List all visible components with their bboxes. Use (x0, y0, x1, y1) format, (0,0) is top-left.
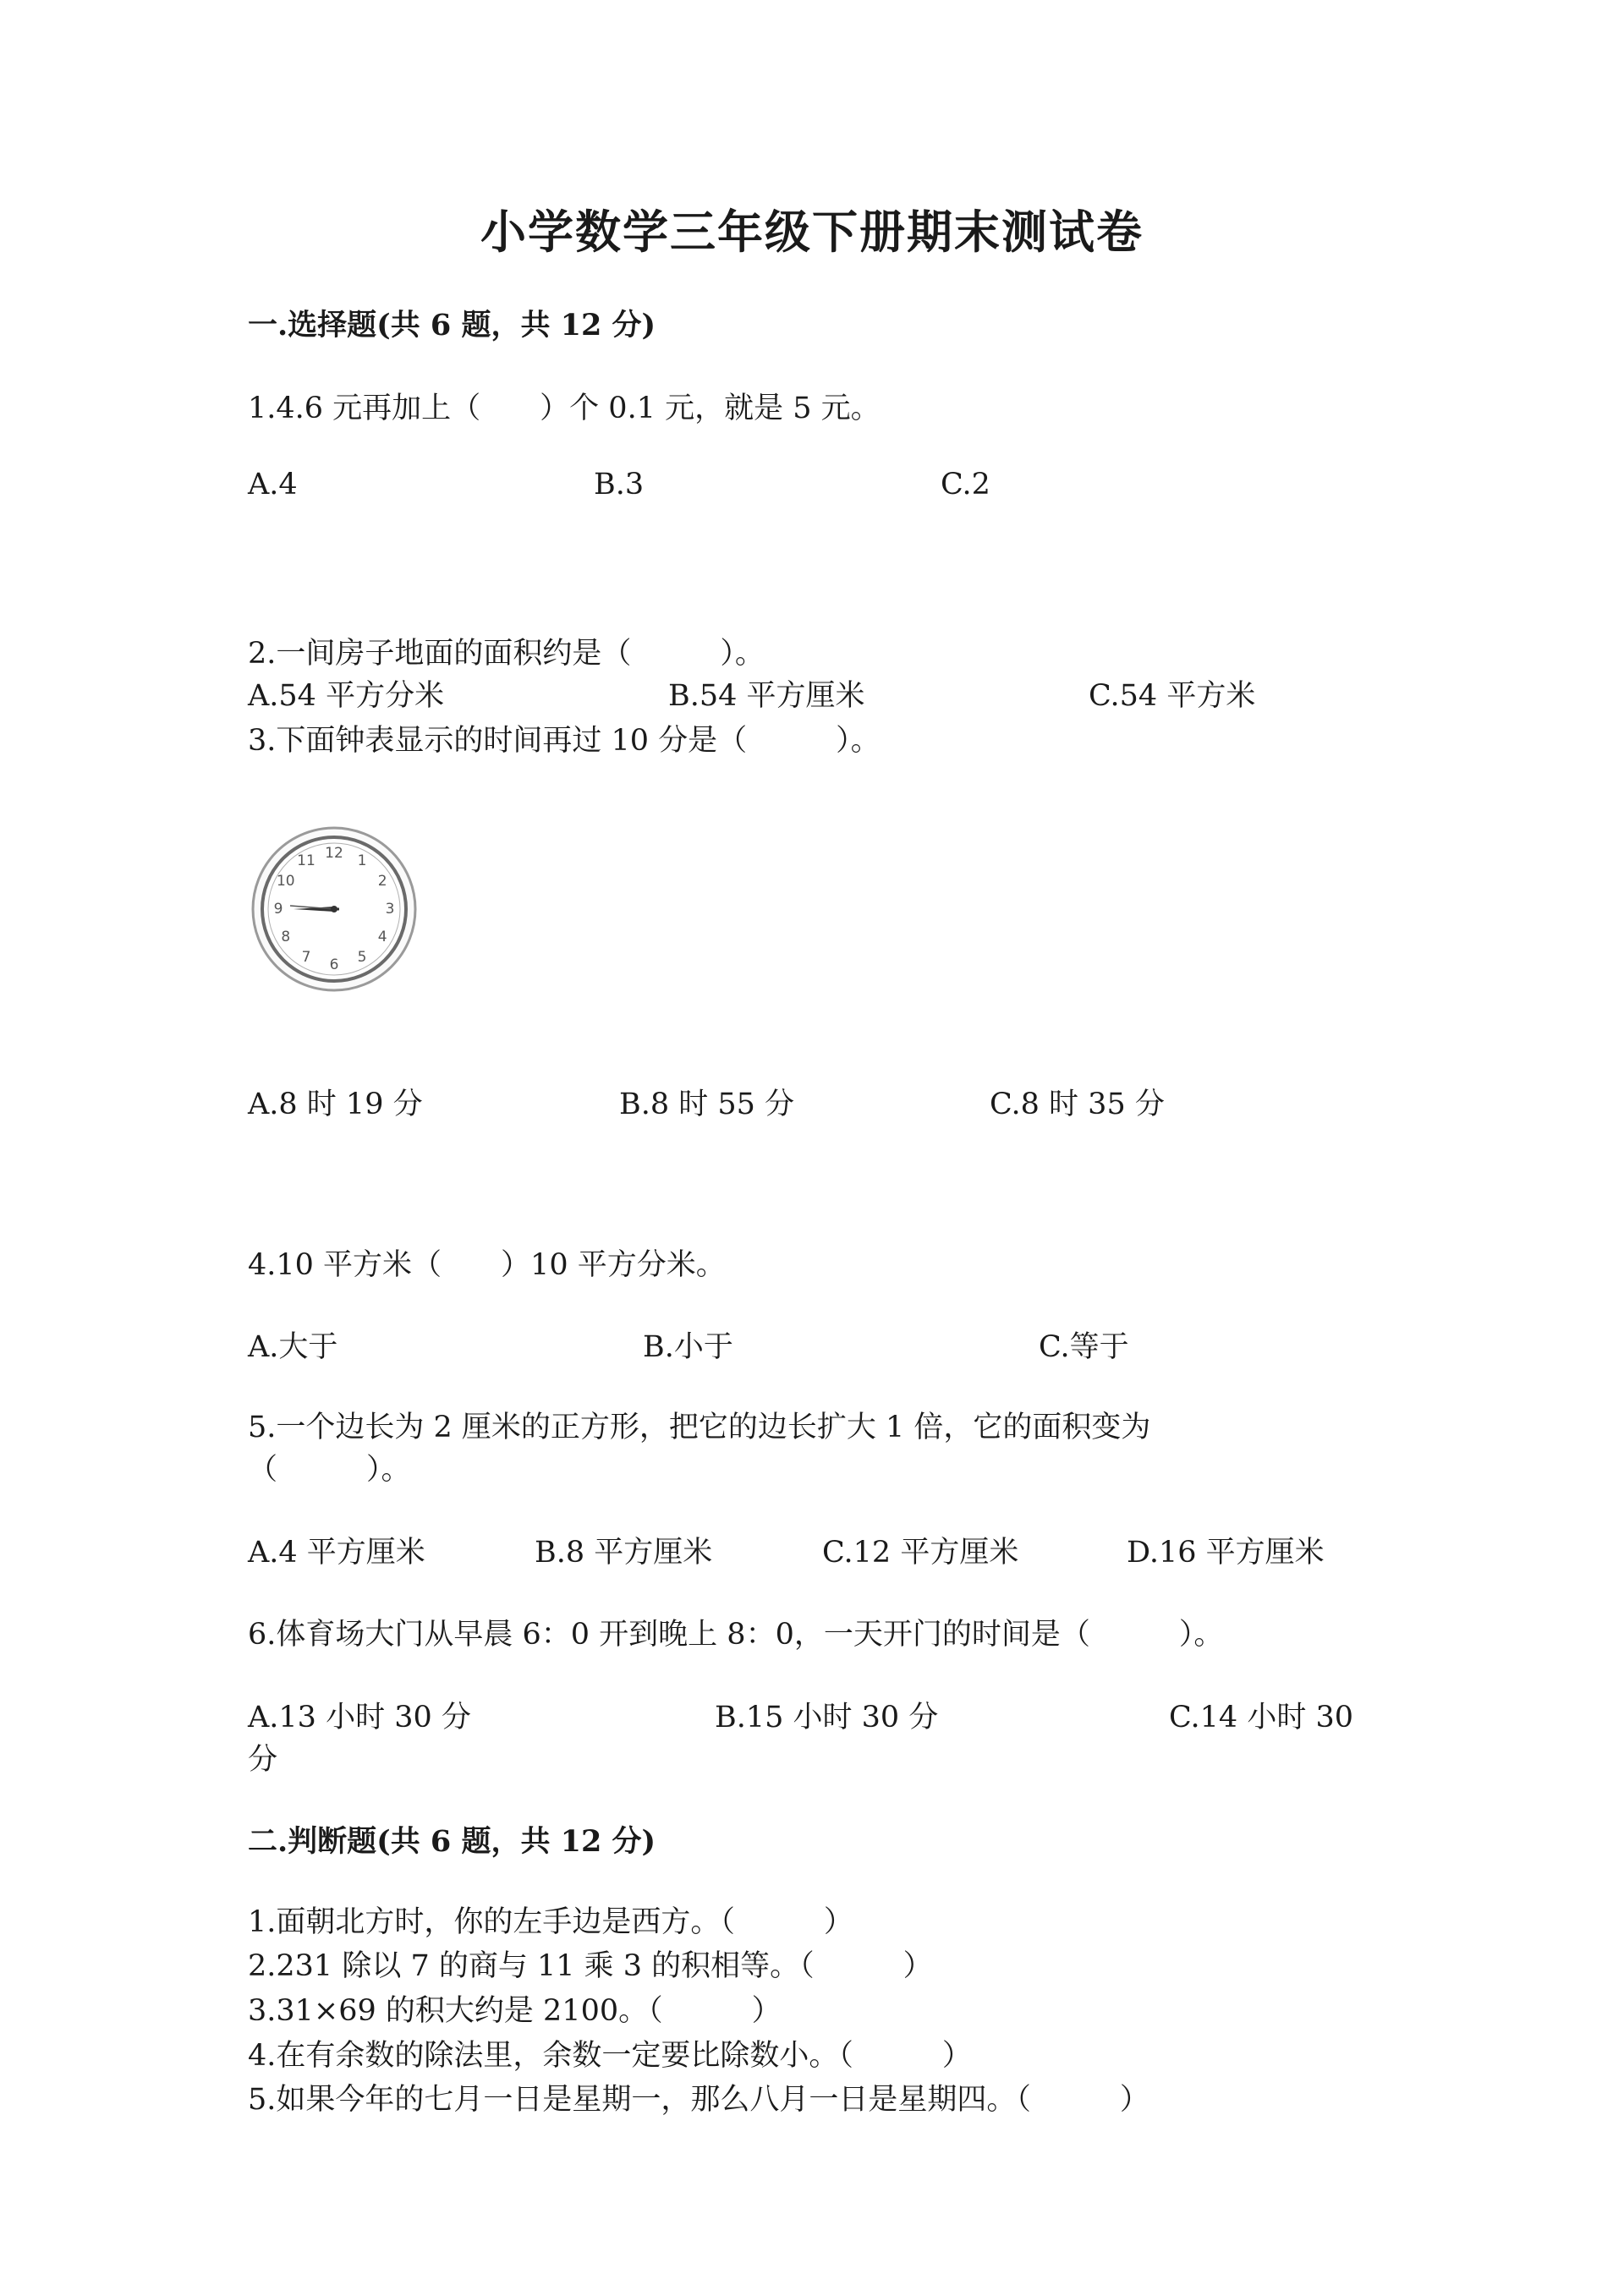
clock-numeral-3: 3 (385, 901, 395, 918)
question-1-stem: 1.4.6 元再加上（ ）个 0.1 元，就是 5 元。 (248, 392, 881, 425)
page-title: 小学数学三年级下册期末测试卷 (480, 205, 1144, 259)
question-5-option-b: B.8 平方厘米 (535, 1536, 713, 1570)
question-3-option-a: A.8 时 19 分 (248, 1088, 423, 1121)
section-heading-choice: 一.选择题(共 6 题，共 12 分) (248, 308, 656, 342)
question-2-option-c: C.54 平方米 (1089, 679, 1256, 713)
section-heading-true-false: 二.判断题(共 6 题，共 12 分) (248, 1824, 656, 1859)
question-3-stem: 3.下面钟表显示的时间再过 10 分是（ ）。 (248, 724, 881, 758)
question-2-stem: 2.一间房子地面的面积约是（ ）。 (248, 637, 765, 671)
question-1-option-c: C.2 (941, 468, 990, 501)
clock-numeral-5: 5 (357, 949, 367, 967)
question-2-option-a: A.54 平方分米 (248, 679, 445, 713)
judge-item-5: 5.如果今年的七月一日是星期一，那么八月一日是星期四。（ ） (248, 2083, 1149, 2117)
judge-item-1: 1.面朝北方时，你的左手边是西方。（ ） (248, 1905, 853, 1939)
clock-numeral-1: 1 (357, 852, 367, 869)
question-6-option-b: B.15 小时 30 分 (715, 1701, 939, 1734)
question-6-stem: 6.体育场大门从早晨 6：0 开到晚上 8：0，一天开门的时间是（ ）。 (248, 1618, 1224, 1652)
question-5-stem-line-1: 5.一个边长为 2 厘米的正方形，把它的边长扩大 1 倍，它的面积变为 (248, 1411, 1151, 1444)
judge-item-2: 2.231 除以 7 的商与 11 乘 3 的积相等。（ ） (248, 1949, 933, 1983)
question-6-option-c: C.14 小时 30 (1169, 1701, 1353, 1734)
question-4-stem: 4.10 平方米（ ）10 平方分米。 (248, 1248, 726, 1282)
clock-numeral-4: 4 (377, 929, 387, 945)
question-5-stem-line-2: （ ）。 (248, 1453, 411, 1487)
clock-numeral-7: 7 (301, 949, 311, 967)
judge-item-3: 3.31×69 的积大约是 2100。（ ） (248, 1994, 782, 2028)
clock-numeral-9: 9 (273, 901, 283, 918)
question-6-option-c-wrap: 分 (248, 1743, 278, 1777)
question-3-option-c: C.8 时 35 分 (990, 1088, 1165, 1121)
clock-numeral-10: 10 (276, 873, 295, 890)
clock-numeral-6: 6 (329, 956, 339, 973)
question-5-option-a: A.4 平方厘米 (248, 1536, 425, 1570)
clock-icon (250, 825, 419, 994)
question-6-option-a: A.13 小时 30 分 (248, 1701, 471, 1734)
clock-numeral-8: 8 (281, 929, 291, 945)
question-5-option-d: D.16 平方厘米 (1127, 1536, 1325, 1570)
question-4-option-c: C.等于 (1039, 1330, 1129, 1364)
clock-numeral-11: 11 (297, 852, 315, 869)
clock-numeral-12: 12 (325, 845, 343, 862)
question-1-option-a: A.4 (248, 468, 298, 501)
question-5-option-c: C.12 平方厘米 (822, 1536, 1019, 1570)
question-4-option-a: A.大于 (248, 1330, 338, 1364)
judge-item-4: 4.在有余数的除法里，余数一定要比除数小。（ ） (248, 2039, 972, 2073)
question-3-option-b: B.8 时 55 分 (619, 1088, 795, 1121)
question-4-option-b: B.小于 (643, 1330, 733, 1364)
question-2-option-b: B.54 平方厘米 (668, 679, 865, 713)
question-1-option-b: B.3 (594, 468, 645, 501)
clock-numeral-2: 2 (377, 873, 387, 890)
